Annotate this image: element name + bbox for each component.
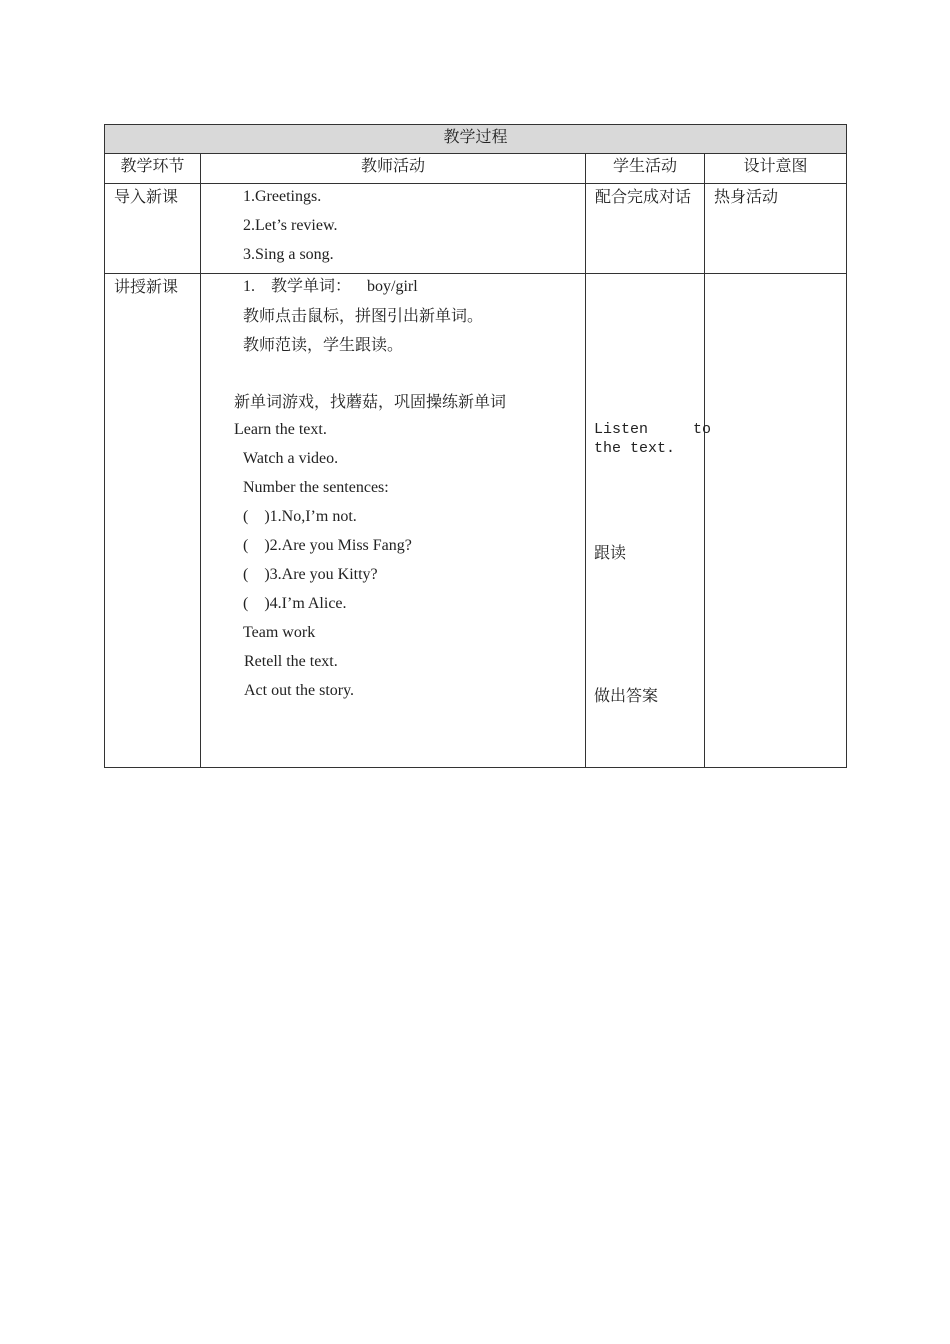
row1-student-activity: 配合完成对话 bbox=[586, 184, 705, 274]
row2-teacher-activity bbox=[201, 274, 586, 768]
table-row bbox=[105, 184, 847, 274]
teacher-line: Retell the text. bbox=[244, 653, 338, 670]
teacher-line: Watch a video. bbox=[243, 450, 339, 467]
teacher-line: Act out the story. bbox=[244, 682, 355, 699]
teacher-line: 1.Greetings. bbox=[243, 188, 322, 205]
teacher-line: ( )4.I’m Alice. bbox=[243, 595, 347, 612]
teacher-line: 教师点击鼠标，拼图引出新单词。 bbox=[243, 306, 484, 325]
teacher-line: Learn the text. bbox=[234, 421, 327, 438]
student-note: the text. bbox=[594, 440, 676, 457]
row2-student-activity bbox=[586, 274, 712, 768]
row2-design-intent bbox=[705, 274, 847, 768]
student-note: 跟读 bbox=[594, 543, 627, 562]
teacher-line: 3.Sing a song. bbox=[243, 246, 334, 263]
student-note: Listen to bbox=[594, 421, 712, 438]
teacher-line: ( )1.No,I’m not. bbox=[243, 508, 357, 525]
row2-stage: 讲授新课 bbox=[105, 274, 201, 768]
table-row bbox=[105, 274, 847, 768]
row1-design-intent: 热身活动 bbox=[705, 184, 847, 274]
student-note: 做出答案 bbox=[594, 686, 659, 705]
teacher-line: Team work bbox=[243, 624, 316, 641]
teacher-line: 2.Let’s review. bbox=[243, 217, 338, 234]
teacher-line: 教师范读，学生跟读。 bbox=[243, 335, 404, 354]
header-teacher-activity: 教师活动 bbox=[201, 154, 586, 184]
teacher-line: 新单词游戏，找蘑菇，巩固操练新单词 bbox=[234, 392, 507, 411]
row1-teacher-activity bbox=[201, 184, 586, 274]
teacher-line: 1. 教学单词： boy/girl bbox=[243, 278, 418, 295]
table-title: 教学过程 bbox=[105, 125, 847, 154]
header-design-intent: 设计意图 bbox=[705, 154, 847, 184]
teacher-line: ( )2.Are you Miss Fang? bbox=[243, 537, 412, 554]
teacher-line: Number the sentences: bbox=[243, 479, 389, 496]
teacher-line: ( )3.Are you Kitty? bbox=[243, 566, 378, 583]
header-student-activity: 学生活动 bbox=[586, 154, 705, 184]
teaching-process-table bbox=[104, 124, 847, 768]
row1-stage: 导入新课 bbox=[105, 184, 201, 274]
header-stage: 教学环节 bbox=[105, 154, 201, 184]
